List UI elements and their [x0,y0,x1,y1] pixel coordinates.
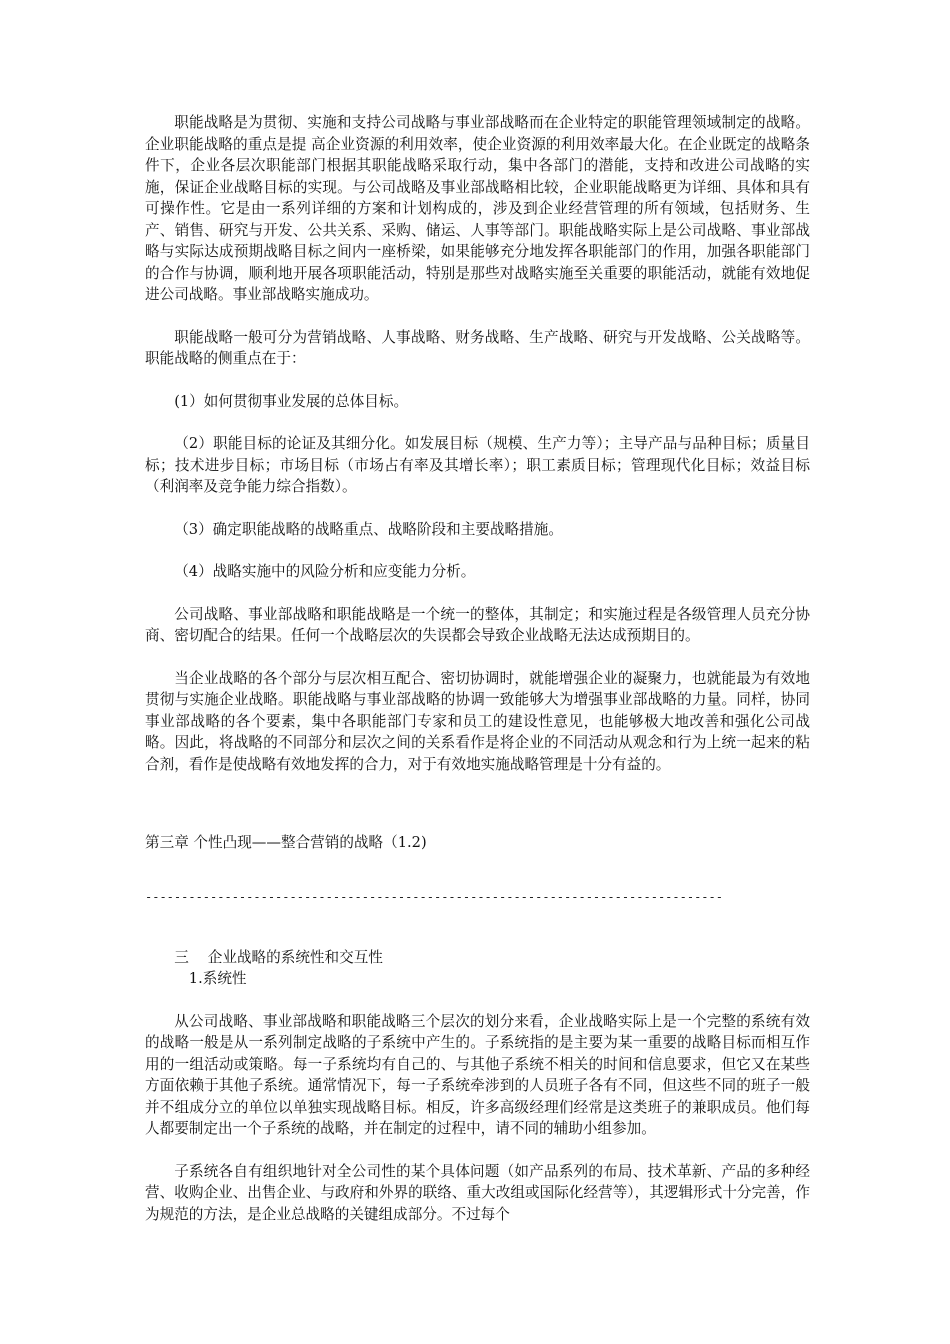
paragraph-subsystems: 子系统各自有组织地针对全公司性的某个具体问题（如产品系列的布局、技术革新、产品的多种经营、收购企业、出售企业、与政府和外界的联络、重大改组或国际化经营等），其逻辑形式十分完善，作为规范的方法，是企业总战略的关键组成部分。不过每个 [145,1162,810,1223]
paragraph-functional-strategy-definition: 职能战略是为贯彻、实施和支持公司战略与事业部战略而在企业特定的职能管理领域制定的战略。企业职能战略的重点是提 高企业资源的利用效率，使企业资源的利用效率最大化。在企业既定的战略条件下，企业各层次职能部门根据其职能战略采取行动，集中各部门的潜能，支持和改进公司战略的实施，保证企业战略目标的实现。与公司战略及事业部战略相比较，企业职能战略更为详细、具体和具有可操作性。它是由一系列详细的方案和计划构成的，涉及到企业经营管理的所有领域，包括财务、生产、销售、研究与开发、公共关系、采购、储运、人事等部门。职能战略实际上是公司战略、事业部战略与实际达成预期战略目标之间内一座桥梁，如果能够充分地发挥各职能部门的作用，加强各职能部门的合作与协调，顺利地开展各项职能活动，特别是那些对战略实施至关重要的职能活动，就能有效地促进公司战略。事业部战略实施成功。 [145,114,810,303]
section-heading [145,947,810,969]
paragraph-functional-strategy-types: 职能战略一般可分为营销战略、人事战略、财务战略、生产战略、研究与开发战略、公关战略等。职能战略的侧重点在于： [145,328,810,367]
paragraph-unified-whole: 公司战略、事业部战略和职能战略是一个统一的整体，其制定；和实施过程是各级管理人员充分协商、密切配合的结果。任何一个战略层次的失误都会导致企业战略无法达成预期目的。 [145,605,810,644]
section-number: 三 [174,948,189,966]
subsection-heading: 1.系统性 [188,970,247,987]
chapter-title: 第三章 个性凸现——整合营销的战略（1.2) [145,834,427,851]
list-item-2: （2）职能目标的论证及其细分化。如发展目标（规模、生产力等）；主导产品与品种目标；质量目标；技术进步目标；市场目标（市场占有率及其增长率）；职工素质目标；管理现代化目标；效益目标（利润率及竞争能力综合指数）。 [145,435,810,495]
paragraph-coordination: 当企业战略的各个部分与层次相互配合、密切协调时，就能增强企业的凝聚力，也就能最为有效地贯彻与实施企业战略。职能战略与事业部战略的协调一致能够大为增强事业部战略的力量。同样，协同事业部战略的各个要素，集中各职能部门专家和员工的建设性意见，也能够极大地改善和强化公司战略。因此，将战略的不同部分和层次之间的关系看作是将企业的不同活动从观念和行为上统一起来的粘合剂，看作是使战略有效地发挥的合力，对于有效地实施战略管理是十分有益的。 [145,669,810,773]
document-body [145,112,810,1246]
section-title: 企业战略的系统性和交互性 [207,948,383,966]
list-item-4: （4）战略实施中的风险分析和应变能力分析。 [174,563,476,580]
list-item-3: （3）确定职能战略的战略重点、战略阶段和主要战略措施。 [174,520,563,538]
separator-line: -------------------------------------------------------------------------------- [145,889,723,904]
list-item-1: (1）如何贯彻事业发展的总体目标。 [174,392,409,410]
paragraph-system: 从公司战略、事业部战略和职能战略三个层次的划分来看，企业战略实际上是一个完整的系统有效的战略一般是从一系列制定战略的子系统中产生的。子系统指的是主要为某一重要的战略目标而相互作用的一组活动或策略。每一子系统均有自己的、与其他子系统不相关的时间和信息要求，但它又在某些方面依赖于其他子系统。通常情况下，每一子系统牵涉到的人员班子各有不同，但这些不同的班子一般并不组成分立的单位以单独实现战略目标。相反，许多高级经理们经常是这类班子的兼职成员。他们每人都要制定出一个子系统的战略，并在制定的过程中，请不同的辅助小组参加。 [145,1012,810,1137]
